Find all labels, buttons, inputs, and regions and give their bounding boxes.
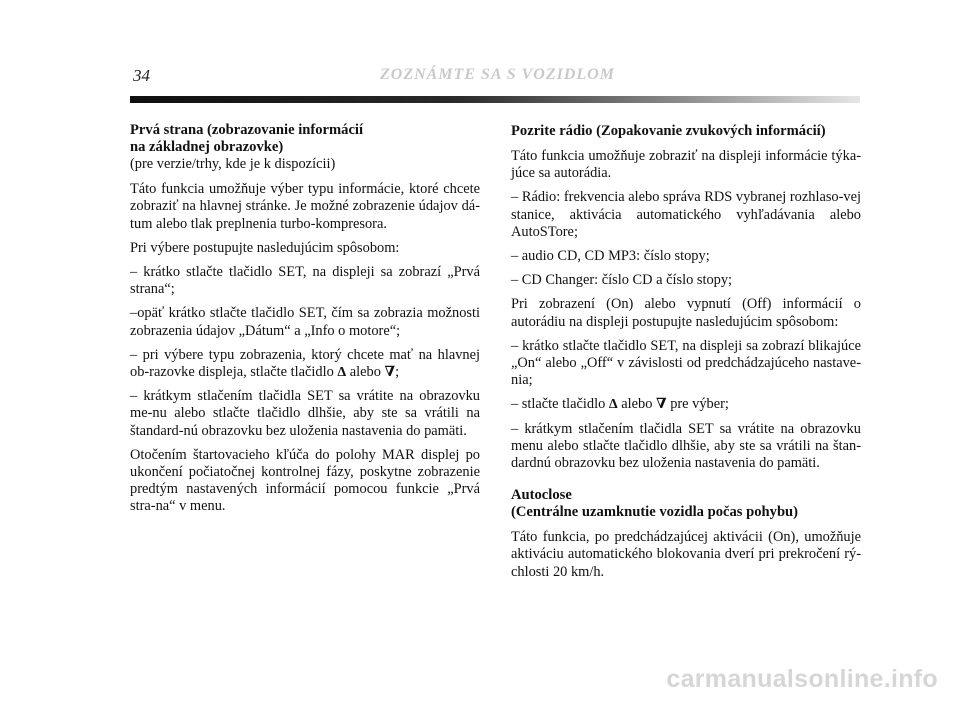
paragraph: – Rádio: frekvencia alebo správa RDS vybranej rozhlaso-vej stanice, aktivácia automatického vyhľadávania alebo AutoSTore; (511, 189, 861, 240)
running-title: ZOZNÁMTE SA S VOZIDLOM (380, 66, 615, 83)
right-column (511, 122, 861, 588)
paragraph: Táto funkcia, po predchádzajúcej aktivácii (On), umožňuje aktiváciu automatického blokovania dverí pri prekročení rý-chlosti 20 km/h. (511, 529, 861, 580)
heading-line-1: Autoclose (511, 487, 572, 504)
paragraph: Pri zobrazení (On) alebo vypnutí (Off) informácií o autorádiu na displeji postupujte nasledujúcim spôsobom: (511, 296, 861, 330)
section-heading-first-page (130, 122, 480, 156)
down-triangle-icon: ∇ (656, 397, 667, 413)
text-fragment: – stlačte tlačidlo (511, 396, 609, 413)
text-fragment: alebo (617, 396, 657, 413)
paragraph: – CD Changer: číslo CD a číslo stopy; (511, 272, 733, 289)
heading-line-1: Prvá strana (zobrazovanie informácií (130, 122, 364, 138)
text-fragment: ; (395, 364, 400, 381)
section-heading-radio: Pozrite rádio (Zopakovanie zvukových informácií) (511, 123, 826, 139)
paragraph: Táto funkcia umožňuje zobraziť na displeji informácie týka-júce sa autorádia. (511, 148, 861, 182)
paragraph: – krátkym stlačením tlačidla SET sa vrátite na obrazovku menu alebo stlačte tlačidlo dlhšie, aby ste sa vrátili na štan-dardnú obrazovku bez uloženia nastavenia do pamäti. (511, 420, 861, 472)
left-column (130, 122, 480, 523)
paragraph: – krátko stlačte tlačidlo SET, na displeji sa zobrazí „Prvá strana“; (130, 264, 480, 298)
paragraph: – krátko stlačte tlačidlo SET, na displeji sa zobrazí blikajúce „On“ alebo „Off“ v závislosti od predchádzajúceho nastave-nia; (511, 337, 861, 389)
heading-line-2: (Centrálne uzamknutie vozidla počas pohybu) (511, 504, 799, 521)
text-fragment: pre výber; (666, 396, 729, 413)
paragraph (511, 396, 861, 413)
text-fragment: alebo (346, 364, 385, 381)
paragraph: – audio CD, CD MP3: číslo stopy; (511, 248, 710, 265)
paragraph: –opäť krátko stlačte tlačidlo SET, čím sa zobrazia možnosti zobrazenia údajov „Dátum“ a „Info o motore“; (130, 305, 480, 339)
paragraph: Táto funkcia umožňuje výber typu informácie, ktoré chcete zobraziť na hlavnej stránke. Je možné zobrazenie údajov dá-tum alebo tlak preplnenia turbo-kompresora. (130, 181, 480, 232)
up-triangle-icon: Δ (608, 397, 618, 413)
paragraph (130, 347, 480, 381)
header-rule (130, 96, 860, 103)
paragraph: Otočením štartovacieho kľúča do polohy MAR displej po ukončení počiatočnej kontrolnej fázy, poskytne zobrazenie predtým nastavených informácií pomocou funkcie „Prvá stra-na“ v menu. (130, 446, 480, 515)
section-heading-autoclose (511, 487, 861, 521)
watermark: carmanualsonline.info (666, 665, 938, 693)
text-fragment: – pri výbere typu zobrazenia, ktorý chcete mať na hlavnej ob-razovke displeja, stlačte tlačidlo (130, 346, 480, 381)
up-triangle-icon: Δ (337, 365, 347, 381)
paragraph: Pri výbere postupujte nasledujúcim spôsobom: (130, 239, 400, 256)
page-number: 34 (133, 66, 150, 85)
section-subheading: (pre verzie/trhy, kde je k dispozícii) (130, 156, 336, 172)
paragraph: – krátkym stlačením tlačidla SET sa vrátite na obrazovku me-nu alebo stlačte tlačidlo dlhšie, aby ste sa vrátili na štandard-nú obrazovku bez uloženia nastavenia do pamäti. (130, 388, 480, 439)
down-triangle-icon: ∇ (384, 365, 396, 381)
heading-line-2: na základnej obrazovke) (130, 139, 284, 155)
